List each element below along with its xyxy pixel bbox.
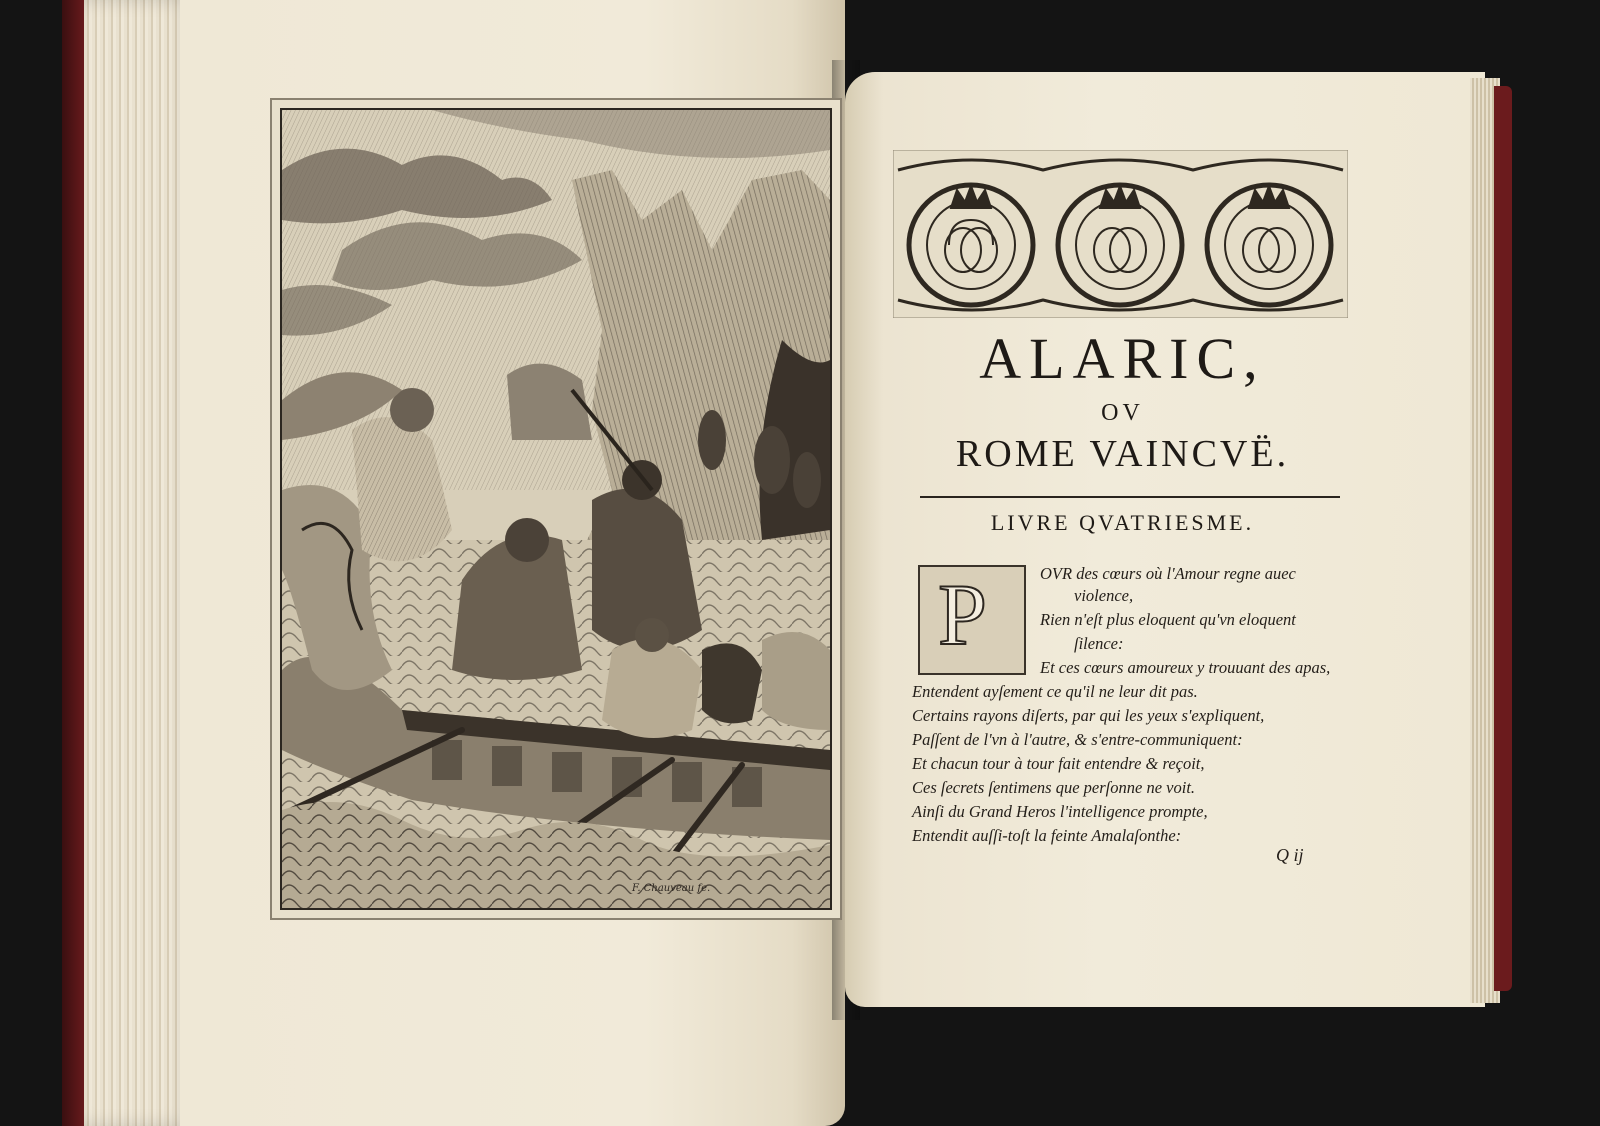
verse-line: Paſſent de l'vn à l'autre, & s'entre-communiquent: (912, 730, 1243, 749)
verse-line: Certains rayons diſerts, par qui les yeux s'expliquent, (912, 706, 1265, 725)
engraving-illustration (280, 108, 832, 910)
verse-line: Ainſi du Grand Heros l'intelligence prompte, (912, 802, 1208, 821)
left-page-block-edge (84, 0, 194, 1126)
decorated-drop-cap (918, 565, 1026, 675)
verse-line: OVR des cœurs où l'Amour regne auec (1040, 564, 1296, 583)
verse-line: violence, (1074, 586, 1134, 605)
drop-cap-letter: P (938, 567, 987, 664)
right-cover-edge (1494, 86, 1512, 991)
verse-line: Et ces cœurs amoureux y trouuant des apas, (1040, 658, 1331, 677)
engraver-credit: F. Chauveau fe. (632, 883, 711, 894)
page-signature-mark: Q ij (1276, 845, 1304, 865)
verse-line: Entendent ayſement ce qu'il ne leur dit pas. (912, 682, 1198, 701)
book-title: ALARIC, (979, 326, 1266, 391)
verse-line: Ces ſecrets ſentimens que perſonne ne voit. (912, 778, 1196, 797)
engraving-plate (270, 98, 842, 920)
book-subtitle: ROME VAINCVË. (955, 433, 1290, 475)
title-conjunction: OV (1101, 400, 1144, 426)
verse-line: Rien n'eſt plus eloquent qu'vn eloquent (1040, 610, 1296, 629)
book-section-heading: LIVRE QVATRIESME. (990, 510, 1255, 535)
verse-line: Et chacun tour à tour fait entendre & reçoit, (912, 754, 1205, 773)
verse-line: ſilence: (1074, 634, 1124, 653)
ornamental-headpiece (893, 150, 1348, 318)
engraving-image (282, 110, 830, 908)
title-divider-rule (920, 496, 1340, 498)
verse-line: Entendit auſſi-toſt la feinte Amalaſonthe: (912, 826, 1182, 845)
